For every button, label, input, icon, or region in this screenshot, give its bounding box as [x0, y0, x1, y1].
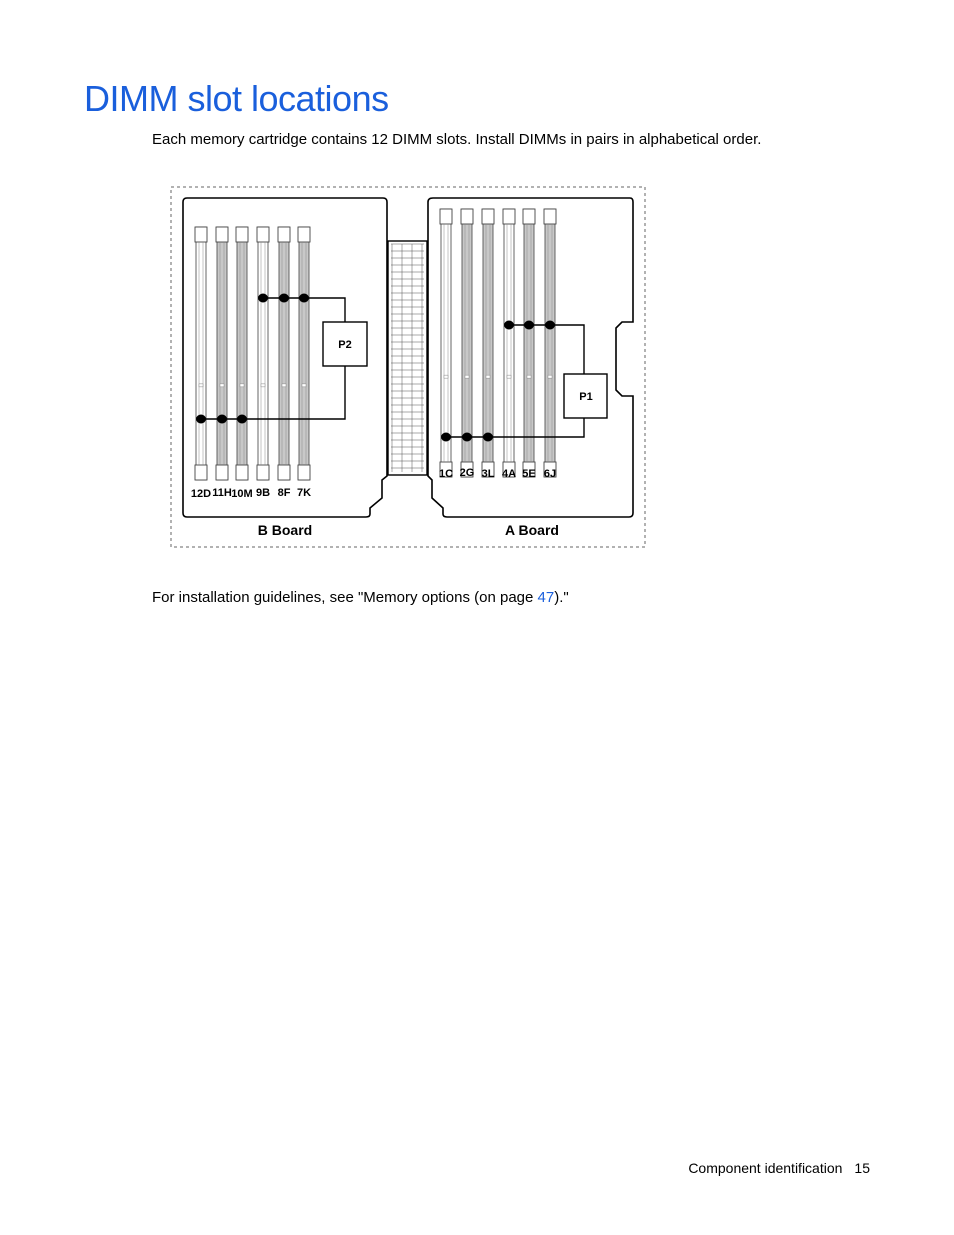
dimm-diagram-svg — [170, 186, 646, 549]
b-board-dimm-slots — [195, 227, 310, 480]
dimm-slot-9b — [257, 227, 269, 480]
bus-dot — [279, 294, 289, 303]
a-board-label: A Board — [505, 522, 559, 538]
b-board-label: B Board — [257, 522, 313, 538]
slot-label-4a: 4A — [501, 468, 517, 480]
p1-processor-label: P1 — [579, 391, 593, 403]
bus-dot — [299, 294, 309, 303]
page-title: DIMM slot locations — [84, 78, 389, 119]
bus-dot — [196, 415, 206, 424]
page-footer — [640, 1158, 870, 1178]
bus-dot — [441, 433, 451, 442]
dimm-slot-11h — [216, 227, 228, 480]
dimm-slot-12d — [195, 227, 207, 480]
bus-dot — [483, 433, 493, 442]
slot-label-9b: 9B — [255, 487, 271, 499]
guideline-text: For installation guidelines, see "Memory options (on page — [152, 589, 538, 606]
bus-dot — [524, 321, 534, 330]
bus-dot — [462, 433, 472, 442]
slot-label-12d: 12D — [190, 488, 212, 500]
slot-label-7k: 7K — [296, 487, 312, 499]
dimm-slot-8f — [278, 227, 290, 480]
slot-label-10m: 10M — [231, 488, 253, 500]
board-connector — [388, 241, 427, 475]
bus-dot — [237, 415, 247, 424]
slot-label-5e: 5E — [522, 468, 536, 480]
slot-label-6j: 6J — [543, 468, 557, 480]
bus-dot — [258, 294, 268, 303]
guideline-suffix: )." — [554, 589, 569, 606]
slot-label-2g: 2G — [459, 467, 475, 479]
dimm-slot-10m — [236, 227, 248, 480]
slot-label-3l: 3L — [481, 468, 495, 480]
dimm-slot-diagram — [170, 186, 646, 549]
p2-processor-label: P2 — [338, 339, 352, 351]
footer-section: Component identification — [688, 1160, 843, 1176]
bus-dot — [217, 415, 227, 424]
memory-options-page-link[interactable]: 47 — [537, 589, 555, 606]
slot-label-11h: 11H — [212, 487, 232, 499]
intro-paragraph: Each memory cartridge contains 12 DIMM slots. Install DIMMs in pairs in alphabetical order. — [152, 131, 762, 148]
dimm-slot-7k — [298, 227, 310, 480]
installation-guideline — [152, 588, 569, 608]
slot-label-8f: 8F — [277, 487, 291, 499]
slot-label-1c: 1C — [438, 468, 454, 480]
bus-dot — [504, 321, 514, 330]
b-board-slot-labels — [191, 487, 311, 500]
footer-page-number: 15 — [854, 1160, 870, 1176]
bus-dot — [545, 321, 555, 330]
a-board-slot-labels — [439, 467, 556, 480]
